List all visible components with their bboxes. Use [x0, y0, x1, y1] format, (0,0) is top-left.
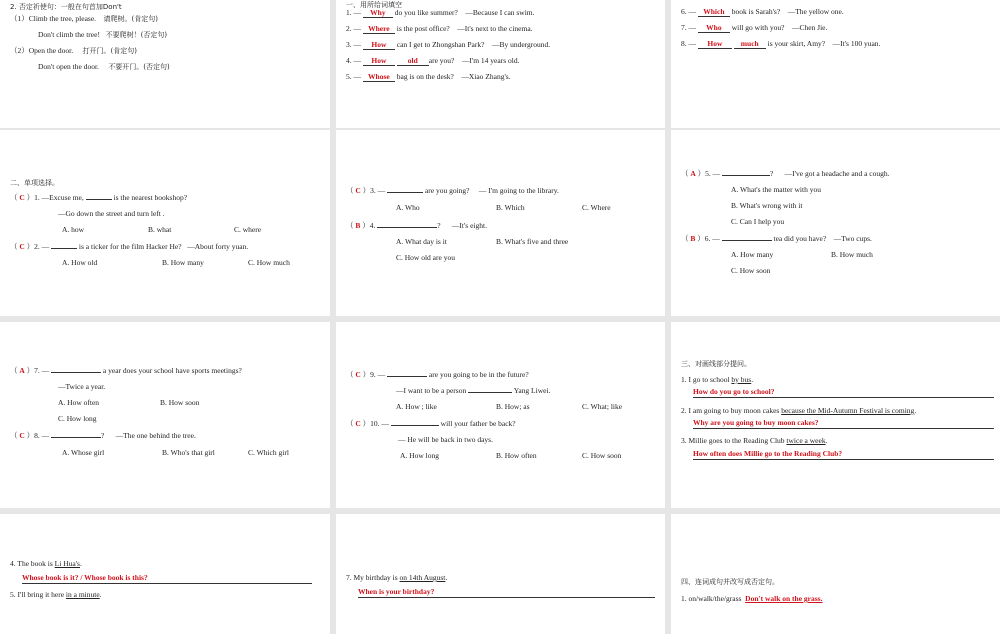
blank: [722, 240, 772, 241]
answer-line: Why are you going to buy moon cakes?: [693, 418, 994, 429]
section-header: 四、连词成句并改写成否定句。: [681, 578, 779, 586]
answer-blank: How: [363, 40, 395, 50]
answer-blank: How: [363, 56, 395, 66]
options-row: A. How long B. How often C. How soon: [400, 451, 622, 460]
question-item: 5. I'll bring it here in a minute.: [10, 590, 102, 599]
question-item: （ C ）8. — ? —The one behind the tree.: [10, 431, 196, 440]
options-row: A. how B. what C. where: [62, 225, 262, 234]
answer-letter: C: [355, 419, 361, 428]
panel-fill-blanks-1: [336, 0, 665, 128]
answer-blank: How: [698, 39, 732, 49]
panel-question-underlined: [671, 322, 1000, 508]
question-item: 7. My birthday is on 14th August.: [346, 573, 448, 582]
answer-blank: Where: [363, 24, 395, 34]
options-row: A. What day is it B. What's five and three: [396, 237, 569, 246]
answer-blank: Whose: [363, 72, 395, 82]
blank: [387, 192, 423, 193]
blank: [51, 372, 101, 373]
answer-blank: Who: [698, 23, 730, 33]
question-item: （ B ）6. — tea did you have? —Two cups.: [681, 234, 872, 243]
question-item: （ A ）5. — ? —I've got a headache and a cough.: [681, 169, 890, 178]
answer-blank: Which: [698, 7, 730, 17]
options-row: A. How old B. How many C. How much: [62, 258, 290, 267]
answer-letter: C: [19, 193, 25, 202]
blank: [51, 437, 101, 438]
example-line: Don't open the door. 不要开门。(否定句): [38, 62, 170, 71]
question-item: （ C ）9. — are you going to be in the future?: [346, 370, 529, 379]
panel-question-underlined-2: [0, 514, 330, 634]
question-item: （ A ）7. — a year does your school have sports meetings?: [10, 366, 242, 375]
question-item: 3. Millie goes to the Reading Club twice a week.: [681, 436, 828, 445]
options-row: C. How old are you: [396, 253, 455, 262]
answer-letter: C: [19, 431, 25, 440]
fill-item: 1. — Why do you like summer? —Because I can swim.: [346, 8, 535, 17]
fill-item: 8. — How much is your skirt, Amy? —It's 100 yuan.: [681, 39, 881, 48]
fill-item: 2. — Where is the post office? —It's next to the cinema.: [346, 24, 533, 33]
question-item: （ C ）3. — are you going? — I'm going to the library.: [346, 186, 559, 195]
options-row: A. How ; like B. How; as C. What; like: [396, 402, 623, 411]
question-item: （ C ）2. — is a ticker for the film Hacker He? —About forty yuan.: [10, 242, 249, 251]
answer-letter: C: [355, 370, 361, 379]
answer-line: When is your birthday?: [358, 587, 655, 598]
fill-item: 7. — Who will go with you? —Chen Jie.: [681, 23, 828, 32]
question-item: 1. I go to school by bus.: [681, 375, 754, 384]
blank: [387, 376, 427, 377]
panel-grammar-notes: [0, 0, 330, 128]
panel-multiple-choice-2: [336, 130, 665, 316]
example-line: （2）Open the door. 打开门。(肯定句): [10, 46, 137, 55]
blank: [722, 175, 770, 176]
options-row: A. Who B. Which C. Where: [396, 203, 611, 212]
answer-text: Don't walk on the grass.: [745, 594, 823, 603]
fill-item: 6. — Which book is Sarah's? —The yellow one.: [681, 7, 844, 16]
answer-line: Whose book is it? / Whose book is this?: [22, 573, 312, 584]
blank: [377, 227, 437, 228]
question-item: 2. I am going to buy moon cakes because the Mid-Autumn Festival is coming.: [681, 406, 917, 415]
blank: [468, 392, 512, 393]
blank: [86, 199, 112, 200]
section-header: 二、单项选择。: [10, 179, 59, 187]
question-item: （ C ）10. — will your father be back?: [346, 419, 516, 428]
answer-letter: B: [355, 221, 361, 230]
example-line: Don't climb the tree! 不要爬树！(否定句): [38, 30, 168, 39]
section-header: 一、用所给词填空: [346, 1, 402, 9]
fill-item: 5. — Whose bag is on the desk? —Xiao Zhang's.: [346, 72, 511, 81]
answer-blank: much: [734, 39, 766, 49]
options-row: A. How often B. How soon: [58, 398, 200, 407]
answer-blank: Why: [363, 8, 393, 18]
answer-letter: A: [19, 366, 25, 375]
options-row: A. How many B. How much: [731, 250, 873, 259]
answer-letter: C: [19, 242, 25, 251]
answer-letter: B: [690, 234, 696, 243]
panel-multiple-choice-3: （ A ）5. — ? —I've got a headache and a cough. A. What's the matter with you B. What's wrong with it C. Can I help you （ B ）6. — tea did you have? —Two cups. A. How many B. How much C. How soon: [671, 130, 1000, 316]
panel-multiple-choice-5: （ C ）9. — are you going to be in the future? —I want to be a person Yang Liwei. A. How ; like B. How; as C. What; like （ C ）10. — will your father be back? — He will be back in two days. A. How long B. How often C. How soon: [336, 322, 665, 508]
answer-line: How do you go to school?: [693, 387, 994, 398]
panel-multiple-choice-4: （ A ）7. — a year does your school have sports meetings? —Twice a year. A. How often B. How soon C. How long （ C ）8. — ? —The one behind the tree. A. Whose girl B. Who's that girl C. Which girl: [0, 322, 330, 508]
fill-item: 4. — How old are you? —I'm 14 years old.: [346, 56, 520, 65]
answer-letter: C: [355, 186, 361, 195]
panel-question-underlined-3: [336, 514, 665, 634]
question-item: （ B ）4. ? —It's eight.: [346, 221, 487, 230]
answer-blank: old: [397, 56, 429, 66]
answer-letter: A: [690, 169, 696, 178]
options-row: A. Whose girl B. Who's that girl C. Which girl: [62, 448, 289, 457]
question-item: 4. The book is Li Hua's.: [10, 559, 82, 568]
question-item: 1. on/walk/the/grass Don't walk on the grass.: [681, 594, 823, 603]
section-header: 三、对画线部分提问。: [681, 360, 751, 368]
answer-line: How often does Millie go to the Reading Club?: [693, 449, 994, 460]
example-line: （1）Climb the tree, please. 请爬树。(肯定句): [10, 14, 158, 23]
panel-fill-blanks-2: [671, 0, 1000, 128]
panel-multiple-choice-1: 二、单项选择。 （ C ）1. —Excuse me, is the nearest bookshop? —Go down the street and turn left . A. how B. what C. where （ C ）2. — is a ticker for the film Hacker He? —About forty yuan. A. How old B. How many C. How much: [0, 130, 330, 316]
section-header: 2. 否定祈使句：一般在句首加Don't: [10, 3, 122, 11]
blank: [391, 425, 439, 426]
blank: [51, 248, 77, 249]
fill-item: 3. — How can I get to Zhongshan Park? —By underground.: [346, 40, 551, 49]
panel-negative-sentences: [671, 514, 1000, 634]
question-item: （ C ）1. —Excuse me, is the nearest bookshop?: [10, 193, 188, 202]
